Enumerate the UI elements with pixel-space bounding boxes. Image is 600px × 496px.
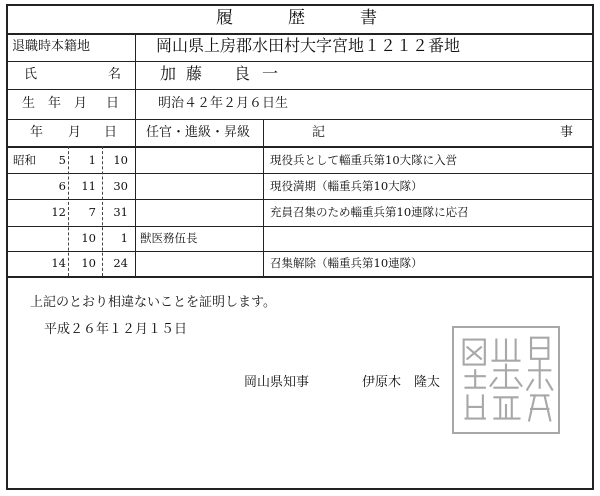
row-year: 12	[51, 205, 66, 219]
row-record: 召集解除（輜重兵第10連隊）	[270, 256, 423, 270]
birth-label-char-2: 年	[48, 96, 62, 111]
title-char-2: 歴	[288, 8, 305, 28]
name-value-char-3: 良	[234, 64, 251, 83]
rule-row-3	[6, 226, 594, 227]
header-day: 日	[104, 125, 118, 140]
name-value-char-2: 藤	[186, 64, 203, 83]
rule-name	[6, 89, 594, 90]
row-day: 30	[113, 179, 128, 193]
header-year: 年	[30, 125, 44, 140]
row-year: 5	[58, 153, 66, 167]
birth-value: 明治４２年２月６日生	[158, 96, 289, 111]
year-month-divider	[68, 146, 69, 276]
row-day: 31	[113, 205, 128, 219]
rank-column-divider	[263, 119, 264, 276]
seal-graphic	[454, 328, 558, 432]
name-value-char-4: 一	[262, 64, 279, 83]
signatory-name: 伊原木 隆太	[362, 375, 441, 390]
rule-birth	[6, 119, 594, 120]
row-record: 充員召集のため輜重兵第10連隊に応召	[270, 205, 469, 219]
date-column-divider	[135, 146, 136, 276]
row-month: 10	[81, 256, 96, 270]
row-day: 24	[113, 256, 128, 270]
row-month: 1	[88, 153, 96, 167]
label-column-divider	[135, 33, 136, 146]
title-char-3: 書	[360, 8, 377, 28]
title-char-1: 履	[216, 8, 233, 28]
row-rank: 獣医務伍長	[140, 231, 198, 245]
birth-label-char-4: 日	[106, 96, 120, 111]
name-value-char-1: 加	[160, 64, 177, 83]
row-record: 現役満期（輜重兵第10大隊）	[270, 179, 423, 193]
issuer-title: 岡山県知事	[244, 375, 310, 390]
header-month: 月	[68, 125, 82, 140]
certification-date: 平成２６年１２月１５日	[44, 322, 188, 337]
rule-row-4	[6, 251, 594, 252]
certification-statement: 上記のとおり相違ないことを証明します。	[30, 295, 276, 310]
birth-label-char-3: 月	[74, 96, 88, 111]
row-day: 1	[120, 231, 128, 245]
row-month: 10	[81, 231, 96, 245]
row-month: 11	[81, 179, 96, 193]
rule-row-2	[6, 199, 594, 200]
rule-row-1	[6, 173, 594, 174]
domicile-value: 岡山県上房郡水田村大字宮地１２１２番地	[156, 36, 461, 55]
rule-domicile	[6, 61, 594, 62]
header-rank: 任官・進級・昇級	[146, 125, 251, 140]
header-record-char-2: 事	[560, 125, 574, 140]
rule-table-bottom	[6, 276, 594, 278]
birth-label-char-1: 生	[22, 96, 36, 111]
row-month: 7	[88, 205, 96, 219]
rule-header	[6, 146, 594, 148]
row-record: 現役兵として輜重兵第10大隊に入営	[270, 153, 458, 167]
row-year: 6	[58, 179, 66, 193]
header-record-char-1: 記	[312, 125, 326, 140]
title-rule	[6, 33, 594, 35]
domicile-label: 退職時本籍地	[12, 39, 91, 54]
row-year: 14	[51, 256, 66, 270]
name-label-char-2: 名	[108, 67, 122, 82]
name-label-char-1: 氏	[24, 67, 38, 82]
row-era: 昭和	[13, 153, 36, 167]
row-day: 10	[113, 153, 128, 167]
month-day-divider	[102, 146, 103, 276]
official-seal-stamp	[452, 326, 560, 434]
